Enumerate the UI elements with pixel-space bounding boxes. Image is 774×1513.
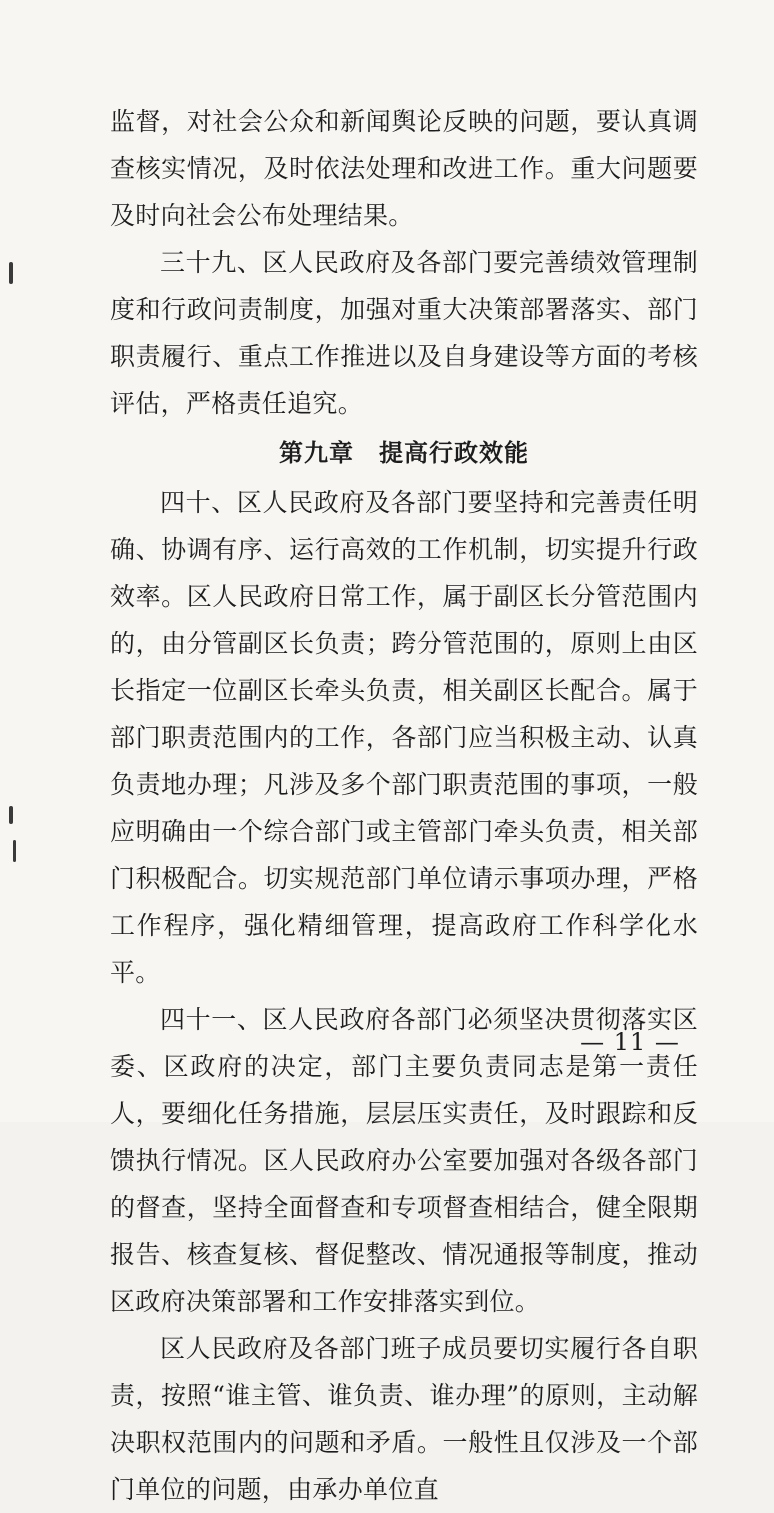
paragraph-leadership-duties: 区人民政府及各部门班子成员要切实履行各自职责，按照“谁主管、谁负责、谁办理”的原则，主动解决职权范围内的问题和矛盾。一般性且仅涉及一个部门单位的问题，由承办单位直 (110, 1334, 698, 1504)
paragraph-article-41: 四十一、区人民政府各部门必须坚决贯彻落实区委、区政府的决定，部门主要负责同志是第一责任人，要细化任务措施，层层压实责任，及时跟踪和反馈执行情况。区人民政府办公室要加强对各级各部门的督查，坚持全面督查和专项督查相结合，健全限期报告、核查复核、督促整改、情况通报等制度，推动区政府决策部署和工作安排落实到位。 (110, 1005, 698, 1316)
page-number: — 11 — (580, 1028, 680, 1056)
binding-hole-mark (13, 840, 16, 862)
chapter-heading: 第九章 提高行政效能 (279, 439, 529, 467)
binding-hole-mark (9, 806, 13, 824)
paragraph-article-40: 四十、区人民政府及各部门要坚持和完善责任明确、协调有序、运行高效的工作机制，切实提升行政效率。区人民政府日常工作，属于副区长分管范围内的，由分管副区长负责；跨分管范围的，原则上由区长指定一位副区长牵头负责，相关副区长配合。属于部门职责范围内的工作，各部门应当积极主动、认真负责地办理；凡涉及多个部门职责范围的事项，一般应明确由一个综合部门或主管部门牵头负责，相关部门积极配合。切实规范部门单位请示事项办理，严格工作程序，强化精细管理，提高政府工作科学化水平。 (110, 488, 698, 987)
binding-hole-mark (9, 262, 13, 284)
document-body (110, 98, 698, 1513)
paragraph-continuation: 监督，对社会公众和新闻舆论反映的问题，要认真调查核实情况，及时依法处理和改进工作。重大问题要及时向社会公布处理结果。 (110, 107, 698, 230)
paragraph-article-39: 三十九、区人民政府及各部门要完善绩效管理制度和行政问责制度，加强对重大决策部署落实、部门职责履行、重点工作推进以及自身建设等方面的考核评估，严格责任追究。 (110, 248, 698, 418)
